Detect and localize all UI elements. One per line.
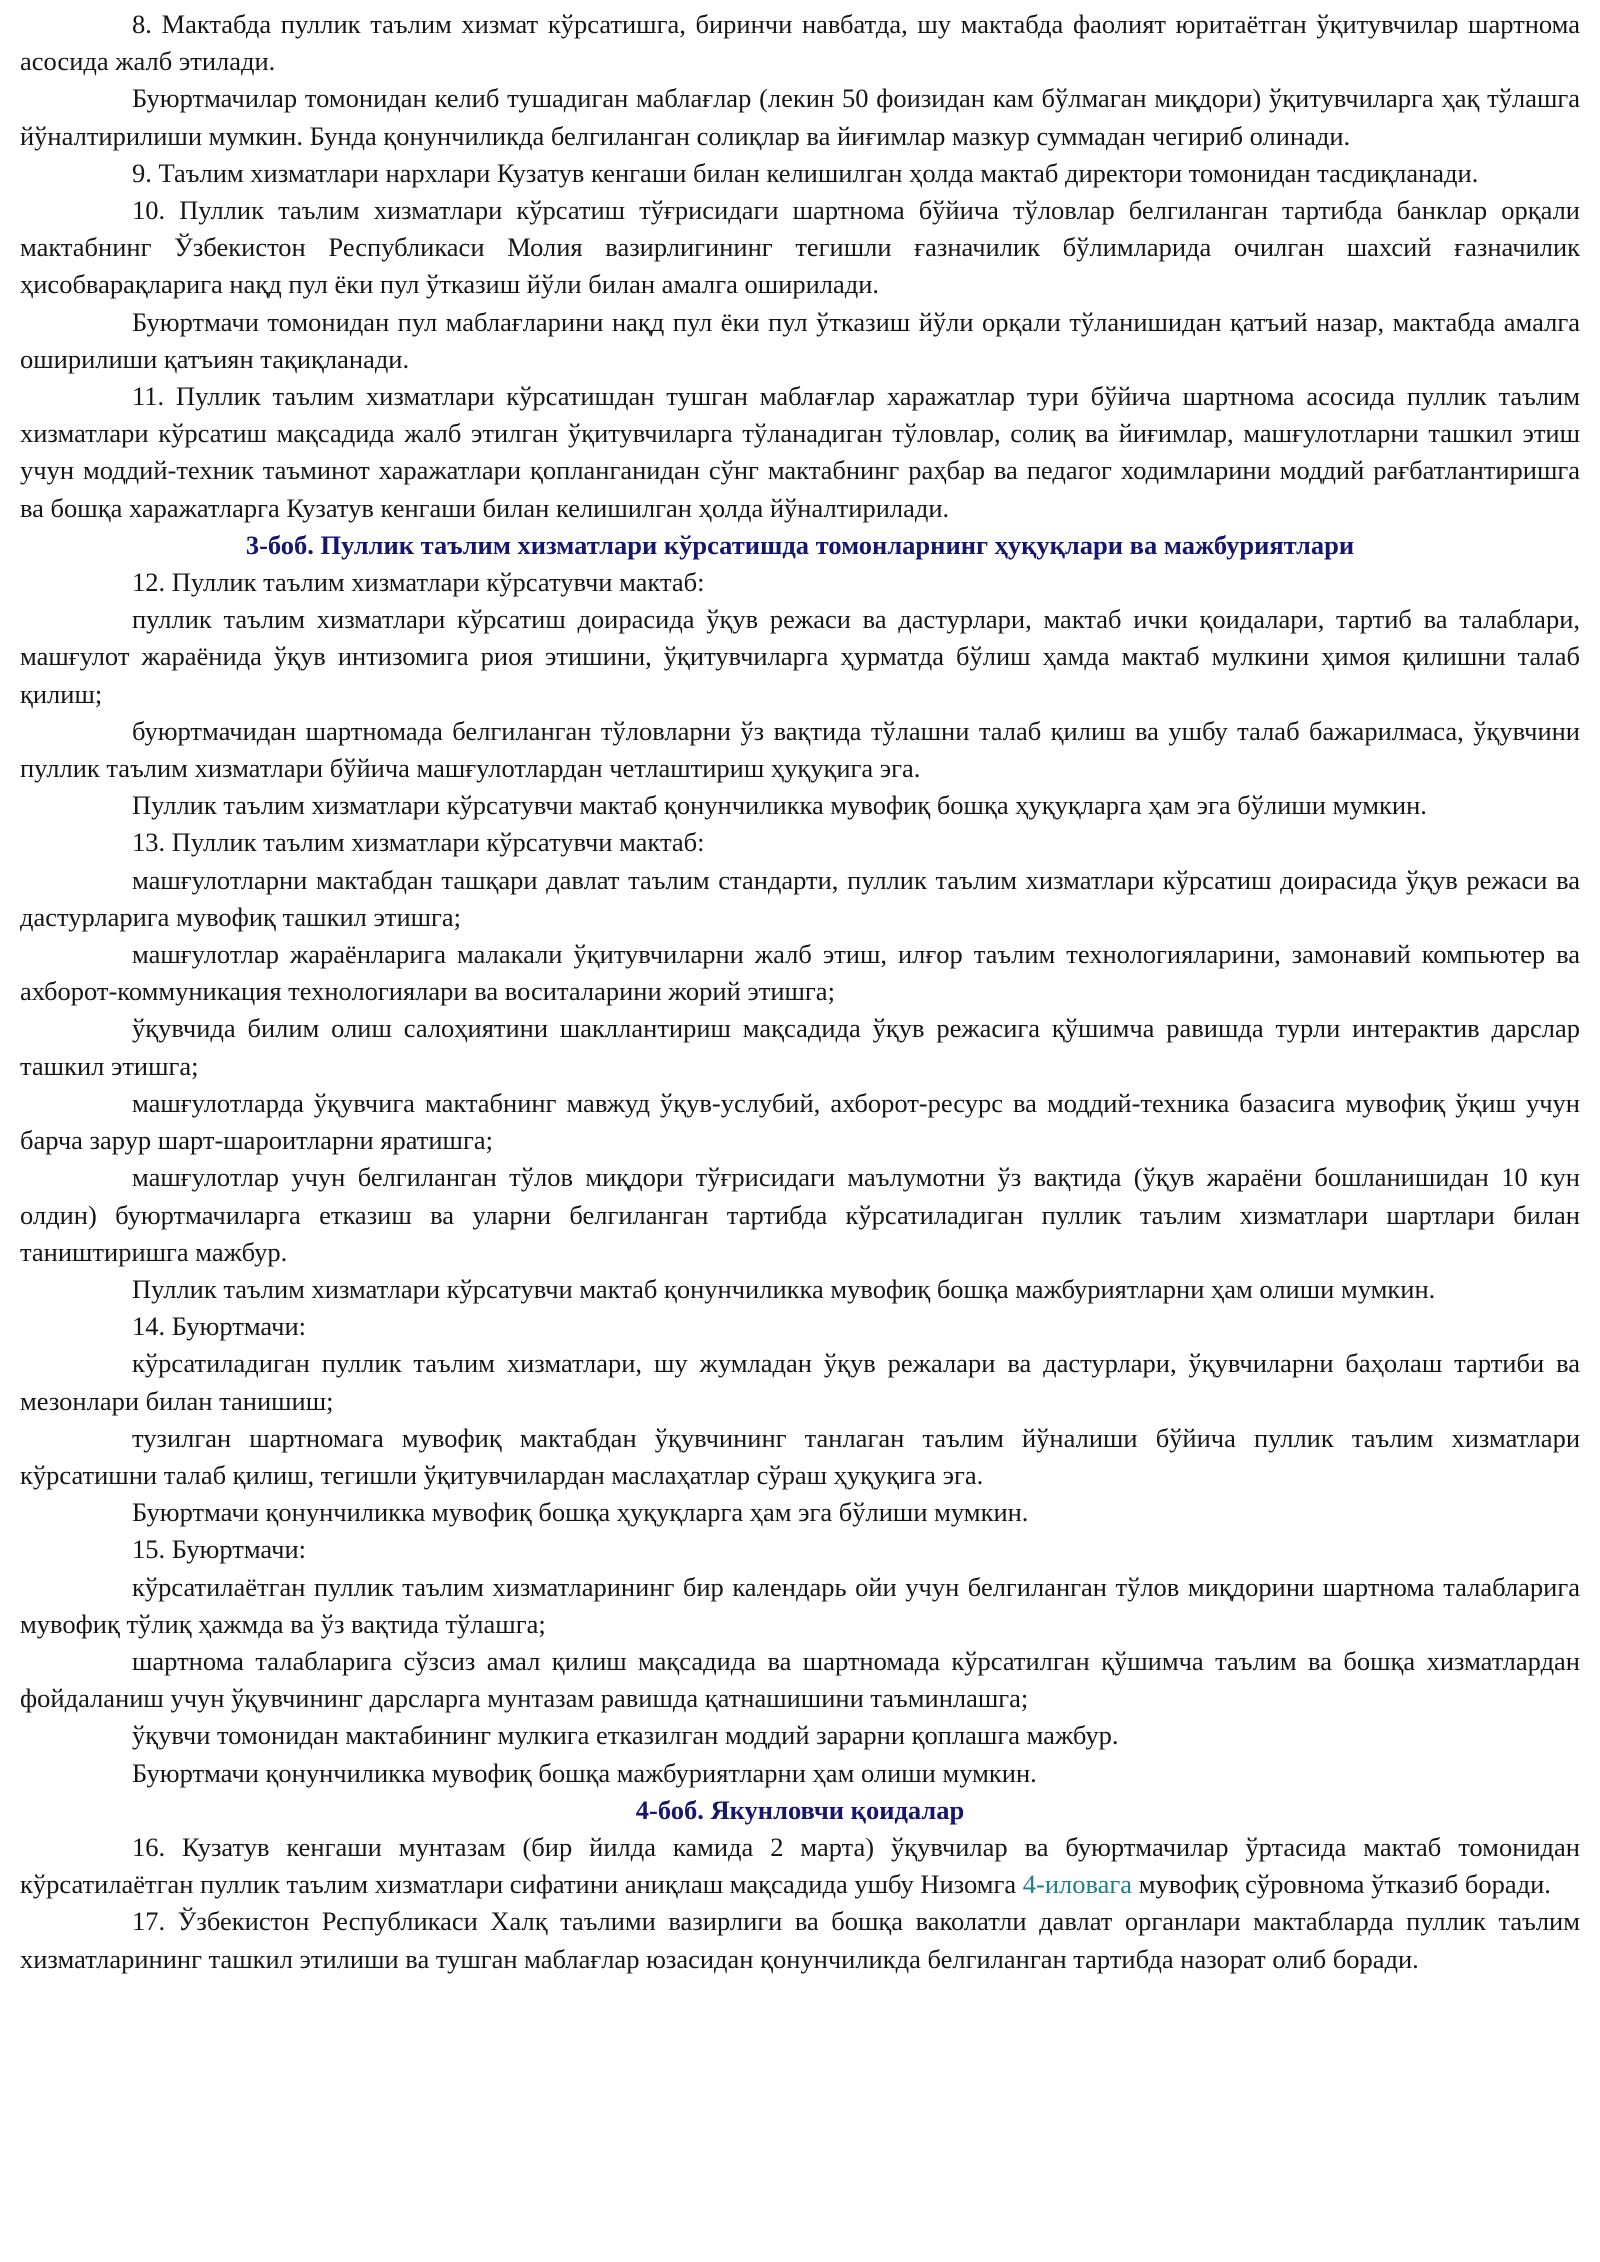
paragraph-15-item-2: шартнома талабларига сўзсиз амал қилиш мақсадида ва шартномада кўрсатилган қўшимча таълим ва бошқа хизматлардан фойдаланиш учун ўқувчининг дарсларга мунтазам равишда қатнашишини таъминлашга; bbox=[20, 1645, 1580, 1714]
document-page bbox=[20, 6, 1580, 1978]
paragraph-13-item-3: ўқувчида билим олиш салоҳиятини шакллантириш мақсадида ўқув режасига қўшимча равишда турли интерактив дарслар ташкил этишга; bbox=[20, 1013, 1580, 1081]
chapter-3-heading: 3-боб. Пуллик таълим хизматлари кўрсатишда томонларнинг ҳуқуқлари ва мажбуриятлари bbox=[245, 529, 1355, 560]
paragraph-12-other-rights: Пуллик таълим хизматлари кўрсатувчи мактаб қонунчиликка мувофиқ бошқа ҳуқуқларга ҳам эга бўлиши мумкин. bbox=[132, 790, 1427, 821]
paragraph-9: 9. Таълим хизматлари нархлари Кузатув кенгаши билан келишилган ҳолда мактаб директори томонидан тасдиқланади. bbox=[132, 157, 1479, 188]
paragraph-12-item-2: буюртмачидан шартномада белгиланган тўловларни ўз вақтида тўлашни талаб қилиш ва ушбу талаб бажарилмаса, ўқувчини пуллик таълим хизматлари бўйича машғулотлардан четлаштириш ҳуқуқига эга. bbox=[20, 715, 1580, 784]
paragraph-13-item-1: машғулотларни мактабдан ташқари давлат таълим стандарти, пуллик таълим хизматлари кўрсатиш доирасида ўқув режаси ва дастурларига мувофиқ ташкил этишга; bbox=[20, 864, 1580, 932]
paragraph-17: 17. Ўзбекистон Республикаси Халқ таълими вазирлиги ва бошқа ваколатли давлат органлари мактабларда пуллик таълим хизматларининг ташкил этилиши ва тушган маблағлар юзасидан қонунчиликда белгиланган тартибда назорат олиб боради. bbox=[20, 1906, 1580, 1974]
paragraph-8: 8. Мактабда пуллик таълим хизмат кўрсатишга, биринчи навбатда, шу мактабда фаолият юритаётган ўқитувчилар шартнома асосида жалб этилади. bbox=[20, 9, 1580, 77]
paragraph-16-text-start: 16. Кузатув кенгаши мунтазам (бир йилда камида 2 марта) ўқувчилар ва буюртмачилар ўртасида мактаб томонидан кўрсатилаётган пуллик таълим хизматлари сифатини аниқлаш мақсадида ушбу Низомга bbox=[20, 1831, 1580, 1900]
chapter-4-heading: 4-боб. Якунловчи қоидалар bbox=[635, 1794, 965, 1825]
paragraph-8-payment-share: Буюртмачилар томонидан келиб тушадиган маблағлар (лекин 50 фоизидан кам бўлмаган миқдори) ўқитувчиларга ҳақ тўлашга йўналтирилиши мумкин. Бунда қонунчиликда белгиланган солиқлар ва йиғимлар мазкур суммадан чегириб олинади. bbox=[20, 83, 1580, 151]
paragraph-12: 12. Пуллик таълим хизматлари кўрсатувчи мактаб: bbox=[132, 567, 705, 598]
paragraph-15-item-3: ўқувчи томонидан мактабининг мулкига етказилган моддий зарарни қоплашга мажбур. bbox=[132, 1720, 1119, 1751]
paragraph-16 bbox=[20, 1829, 1580, 1903]
paragraph-14-item-2: тузилган шартномага мувофиқ мактабдан ўқувчининг танлаган таълим йўналиши бўйича пуллик таълим хизматлари кўрсатишни талаб қилиш, тегишли ўқитувчилардан маслаҳатлар сўраш ҳуқуқига эга. bbox=[20, 1422, 1580, 1490]
paragraph-13-other-obligations: Пуллик таълим хизматлари кўрсатувчи мактаб қонунчиликка мувофиқ бошқа мажбуриятларни ҳам олиши мумкин. bbox=[132, 1273, 1436, 1304]
appendix-4-link[interactable]: 4-иловага bbox=[1022, 1869, 1133, 1900]
paragraph-15: 15. Буюртмачи: bbox=[132, 1534, 306, 1565]
paragraph-15-item-1: кўрсатилаётган пуллик таълим хизматларининг бир календарь ойи учун белгиланган тўлов миқдорини шартнома талабларига мувофиқ тўлиқ ҳажмда ва ўз вақтида тўлашга; bbox=[20, 1571, 1580, 1639]
paragraph-14: 14. Буюртмачи: bbox=[132, 1311, 306, 1342]
paragraph-12-item-1: пуллик таълим хизматлари кўрсатиш доирасида ўқув режаси ва дастурлари, мактаб ички қоидалари, тартиб ва талаблари, машғулот жараёнида ўқув интизомига риоя этишини, ўқитувчиларга ҳурматда бўлиш ҳамда мактаб мулкини ҳимоя қилишни талаб қилиш; bbox=[20, 604, 1580, 709]
paragraph-14-item-1: кўрсатиладиган пуллик таълим хизматлари, шу жумладан ўқув режалари ва дастурлари, ўқувчиларни баҳолаш тартиби ва мезонлари билан танишиш; bbox=[20, 1348, 1580, 1416]
paragraph-16-text-end: мувофиқ сўровнома ўтказиб боради. bbox=[1132, 1869, 1551, 1900]
paragraph-13-item-5: машғулотлар учун белгиланган тўлов миқдори тўғрисидаги маълумотни ўз вақтида (ўқув жараёни бошланишидан 10 кун олдин) буюртмачиларга етказиш ва уларни белгиланган тартибда кўрсатиладиган пуллик таълим хизматлари шартлари билан таништиришга мажбур. bbox=[20, 1162, 1580, 1267]
paragraph-11: 11. Пуллик таълим хизматлари кўрсатишдан тушган маблағлар харажатлар тури бўйича шартнома асосида пуллик таълим хизматлари кўрсатиш мақсадида жалб этилган ўқитувчиларга тўланадиган тўловлар, солиқ ва йиғимлар, машғулотларни ташкил этиш учун моддий-техник таъминот харажатлари қопланганидан сўнг мактабнинг раҳбар ва педагог ходимларини моддий рағбатлантиришга ва бошқа харажатларга Кузатув кенгаши билан келишилган ҳолда йўналтирилади. bbox=[20, 381, 1580, 523]
paragraph-10: 10. Пуллик таълим хизматлари кўрсатиш тўғрисидаги шартнома бўйича тўловлар белгиланган тартибда банклар орқали мактабнинг Ўзбекистон Республикаси Молия вазирлигининг тегишли ғазначилик бўлимларида очилган шахсий ғазначилик ҳисобварақларига нақд пул ёки пул ўтказиш йўли билан амалга оширилади. bbox=[20, 195, 1580, 300]
paragraph-15-other-obligations: Буюртмачи қонунчиликка мувофиқ бошқа мажбуриятларни ҳам олиши мумкин. bbox=[132, 1757, 1037, 1788]
paragraph-13: 13. Пуллик таълим хизматлари кўрсатувчи мактаб: bbox=[132, 827, 705, 858]
paragraph-13-item-4: машғулотларда ўқувчига мактабнинг мавжуд ўқув-услубий, ахборот-ресурс ва моддий-техника базасига мувофиқ ўқиш учун барча зарур шарт-шароитларни яратишга; bbox=[20, 1087, 1580, 1156]
paragraph-13-item-2: машғулотлар жараёнларига малакали ўқитувчиларни жалб этиш, илғор таълим технологияларини, замонавий компьютер ва ахборот-коммуникация технологиялари ва воситаларини жорий этишга; bbox=[20, 939, 1580, 1007]
paragraph-10-cash-prohibition: Буюртмачи томонидан пул маблағларини нақд пул ёки пул ўтказиш йўли орқали тўланишидан қатъий назар, мактабда амалга оширилиши қатъиян тақиқланади. bbox=[20, 306, 1580, 374]
paragraph-14-other-rights: Буюртмачи қонунчиликка мувофиқ бошқа ҳуқуқларга ҳам эга бўлиши мумкин. bbox=[132, 1497, 1029, 1528]
